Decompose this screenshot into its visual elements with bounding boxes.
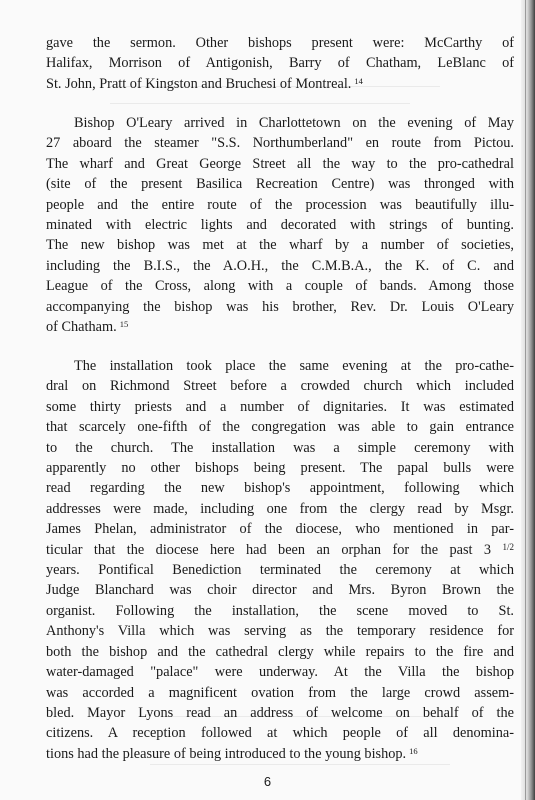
text-line-with-fraction: [46, 540, 514, 560]
text-line: citizens. A reception followed at which people of all denomina-: [46, 725, 514, 742]
text-line: League of the Cross, along with a couple of bands. Among those: [46, 278, 514, 295]
paragraph-3: [46, 356, 514, 764]
text-line: gave the sermon. Other bishops present were: McCarthy of: [46, 35, 514, 51]
text-line: years. Pontifical Benediction terminated the ceremony at which: [46, 562, 514, 579]
text-line: James Phelan, administrator of the diocese, who mentioned in par-: [46, 521, 514, 538]
text-line: organist. Following the installation, the scene moved to St.: [46, 602, 514, 619]
fraction-half: 1/2: [502, 541, 514, 552]
text-line: to the church. The installation was a simple ceremony with: [46, 439, 514, 456]
text-line: Anthony's Villa which was serving as the temporary residence for: [46, 623, 514, 640]
text-line: both the bishop and the cathedral clergy while repairs to the fire and: [46, 643, 514, 660]
text-line: was accorded a magnificent ovation from the large crowd assem-: [46, 684, 514, 701]
paragraph-1: [46, 33, 514, 94]
text-line: Halifax, Morrison of Antigonish, Barry of Chatham, LeBlanc of: [46, 55, 514, 72]
text-line: people and the entire route of the procession was beautifully illu-: [46, 196, 514, 213]
footnote-marker: 15: [119, 319, 129, 330]
text-line: apparently no other bishops being present. The papal bulls were: [46, 460, 514, 477]
text-line: that scarcely one-fifth of the congregation was able to gain entrance: [46, 419, 514, 436]
text-line: 27 aboard the steamer "S.S. Northumberland" en route from Pictou.: [46, 135, 514, 152]
text-line-with-footnote: [46, 744, 514, 764]
text-line: of Chatham.: [46, 319, 117, 336]
text-line: some thirty priests and a number of dignitaries. It was estimated: [46, 398, 514, 415]
text-line: (site of the present Basilica Recreation Centre) was thronged with: [46, 176, 514, 193]
text-line: accompanying the bishop was his brother, Rev. Dr. Louis O'Leary: [46, 298, 514, 315]
text-line-with-footnote: [46, 317, 514, 337]
text-line: dral on Richmond Street before a crowded church which included: [46, 378, 514, 395]
text-line: read regarding the new bishop's appointment, following which: [46, 480, 514, 497]
page-edge-line: [525, 0, 526, 800]
text-line-with-footnote: [46, 74, 514, 94]
text-line: minated with electric lights and decorated with strings of bunting.: [46, 217, 514, 234]
text-line: including the B.I.S., the A.O.H., the C.M.B.A., the K. of C. and: [46, 257, 514, 274]
bleed-through-mark: [110, 103, 410, 104]
text-line: water-damaged "palace" were underway. At the Villa the bishop: [46, 664, 514, 681]
text-line: St. John, Pratt of Kingston and Bruchesi of Montreal.: [46, 75, 352, 92]
page-number: 6: [263, 774, 272, 789]
footnote-marker: 16: [409, 745, 418, 756]
text-line: The installation took place the same evening at the pro-cathe-: [74, 358, 514, 374]
page-edge-shadow: [521, 0, 535, 800]
footnote-marker: 14: [354, 75, 363, 86]
text-line: tions had the pleasure of being introduced to the young bishop.: [46, 745, 407, 762]
text-line: addresses were made, including one from the clergy read by Msgr.: [46, 500, 514, 517]
paragraph-2: [46, 113, 514, 337]
text-line: Judge Blanchard was choir director and Mrs. Byron Brown the: [46, 582, 514, 599]
text-line: bled. Mayor Lyons read an address of welcome on behalf of the: [46, 704, 514, 721]
text-line: Bishop O'Leary arrived in Charlottetown on the evening of May: [74, 115, 514, 131]
text-line: The new bishop was met at the wharf by a number of societies,: [46, 237, 514, 254]
bleed-through-mark: [150, 764, 450, 765]
text-line: The wharf and Great George Street all the way to the pro-cathedral: [46, 155, 514, 172]
text-line: ticular that the diocese here had been an orphan for the past 3: [46, 541, 503, 558]
